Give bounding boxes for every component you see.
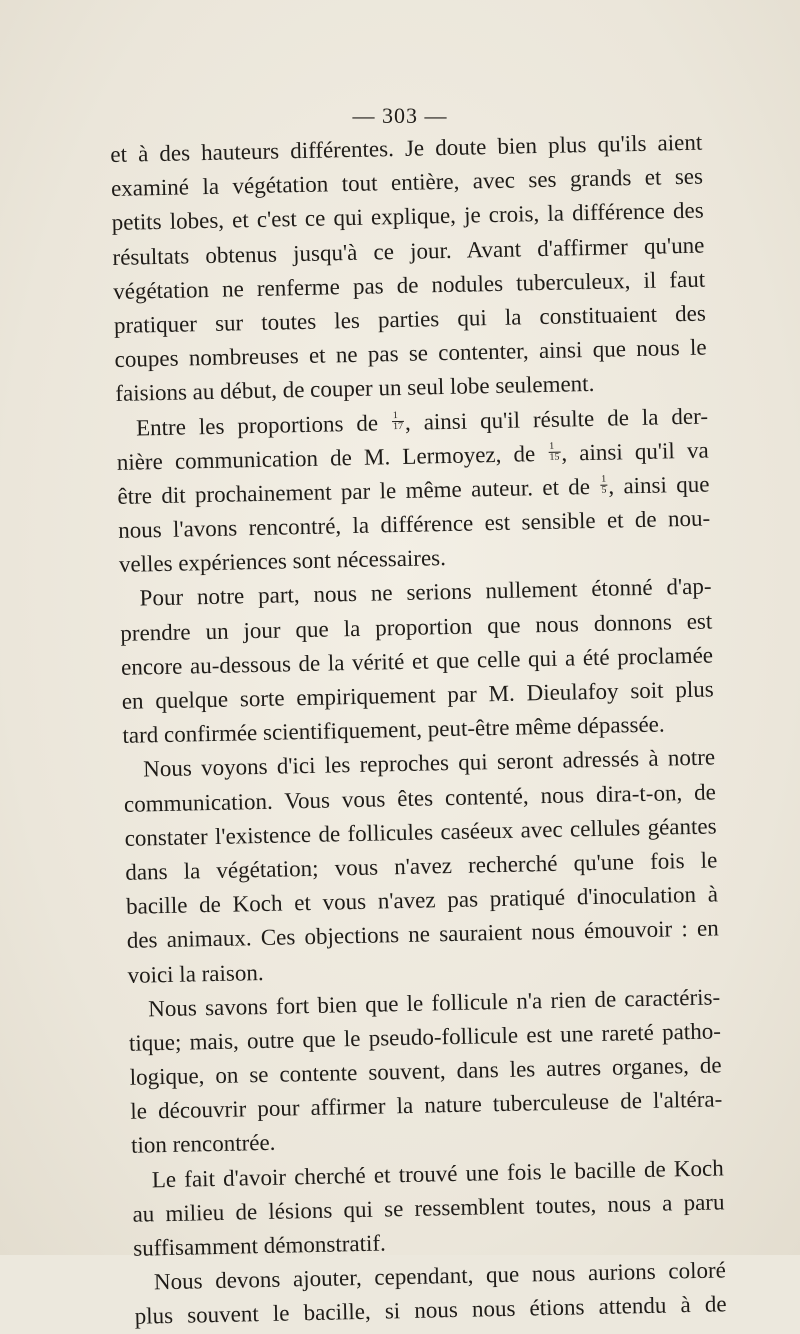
text-line: prendre un jour que la proportion que nous donnons est bbox=[120, 608, 713, 646]
fraction bbox=[548, 442, 560, 463]
text-line: nous l'avons rencontré, la différence est sensible et de nou- bbox=[117, 505, 711, 543]
fraction-numerator: 1 bbox=[548, 442, 560, 453]
text-line: encore au-dessous de la vérité et que celle qui a été proclamée bbox=[120, 642, 714, 680]
text-line: coupes nombreuses et ne pas se contenter, ainsi que nous le bbox=[114, 334, 707, 373]
text-line: constater l'existence de follicules caséeux avec cellules géantes bbox=[124, 813, 717, 851]
text-line: voici la raison. bbox=[127, 959, 264, 988]
text-line: communication. Vous vous êtes contenté, nous dira-t-on, de bbox=[123, 779, 717, 817]
page-number: — 303 — bbox=[352, 103, 448, 128]
fraction bbox=[600, 475, 607, 496]
text-line: en quelque sorte empiriquement par M. Dieulafoy soit plus bbox=[121, 676, 714, 714]
text-line: résultats obtenus jusqu'à ce jour. Avant d'affirmer qu'une bbox=[112, 232, 705, 270]
text-line: le découvrir pour affirmer la nature tuberculeuse de l'altéra- bbox=[130, 1086, 723, 1125]
text-segment: , ainsi qu'il va bbox=[561, 437, 709, 466]
text-line: suffisamment démonstratif. bbox=[132, 1230, 386, 1261]
fraction-denominator: 15 bbox=[549, 451, 560, 463]
fraction-denominator: 5 bbox=[601, 484, 607, 496]
fraction-denominator: 17 bbox=[392, 420, 404, 432]
text-line: faisions au début, de couper un seul lobe seulement. bbox=[115, 371, 595, 407]
text-line: pratiquer sur toutes les parties qui la constituaient des bbox=[113, 300, 707, 338]
text-line: bacille de Koch et vous n'avez pas pratiqué d'inoculation à bbox=[125, 881, 719, 919]
text-line: dans la végétation; vous n'avez recherché qu'une fois le bbox=[125, 847, 718, 885]
text-line: Nous savons fort bien que le follicule n'a rien de caractéris- bbox=[147, 984, 721, 1022]
text-line: des animaux. Ces objections ne sauraient nous émouvoir : en bbox=[126, 915, 719, 954]
text-line: tion rencontrée. bbox=[130, 1130, 276, 1159]
text-line: et à des hauteurs différentes. Je doute bien plus qu'ils aient bbox=[110, 129, 703, 167]
text-line: végétation ne renferme pas de nodules tuberculeux, il faut bbox=[112, 266, 706, 304]
text-line: au milieu de lésions qui se ressemblent toutes, nous a paru bbox=[132, 1189, 725, 1227]
text-segment: nière communication de M. Lermoyez, de bbox=[116, 440, 548, 475]
text-line: Pour notre part, nous ne serions nullement étonné d'ap- bbox=[139, 573, 712, 611]
fraction-numerator: 1 bbox=[601, 473, 607, 485]
text-line: Le fait d'avoir cherché et trouvé une fois le bacille de Koch bbox=[151, 1155, 724, 1192]
text-segment: être dit prochainement par le même auteur. et de bbox=[117, 473, 600, 509]
body-text bbox=[110, 126, 727, 1334]
fraction-numerator: 1 bbox=[392, 411, 404, 422]
text-line: Nous devons ajouter, cependant, que nous aurions coloré bbox=[153, 1257, 727, 1295]
text-line: examiné la végétation tout entière, avec ses grands et ses bbox=[110, 163, 704, 202]
text-line: tard confirmée scientifiquement, peut-être même dépassée. bbox=[122, 711, 665, 749]
text-segment: Entre les proportions de bbox=[135, 409, 392, 441]
text-segment: , ainsi que bbox=[608, 471, 710, 499]
fraction bbox=[392, 411, 404, 432]
text-segment: , ainsi qu'il résulte de la der- bbox=[404, 403, 709, 435]
text-line: tique; mais, outre que le pseudo-follicule est une rareté patho- bbox=[128, 1018, 722, 1056]
text-line: petits lobes, et c'est ce qui explique, je crois, la différence des bbox=[111, 197, 704, 236]
text-line: Nous voyons d'ici les reproches qui seront adressés à notre bbox=[142, 744, 716, 782]
text-line: plus souvent le bacille, si nous nous étions attendu à de bbox=[134, 1291, 727, 1330]
text-line: logique, on se contente souvent, dans les autres organes, de bbox=[129, 1052, 722, 1090]
text-line: velles expériences sont nécessaires. bbox=[118, 545, 447, 578]
